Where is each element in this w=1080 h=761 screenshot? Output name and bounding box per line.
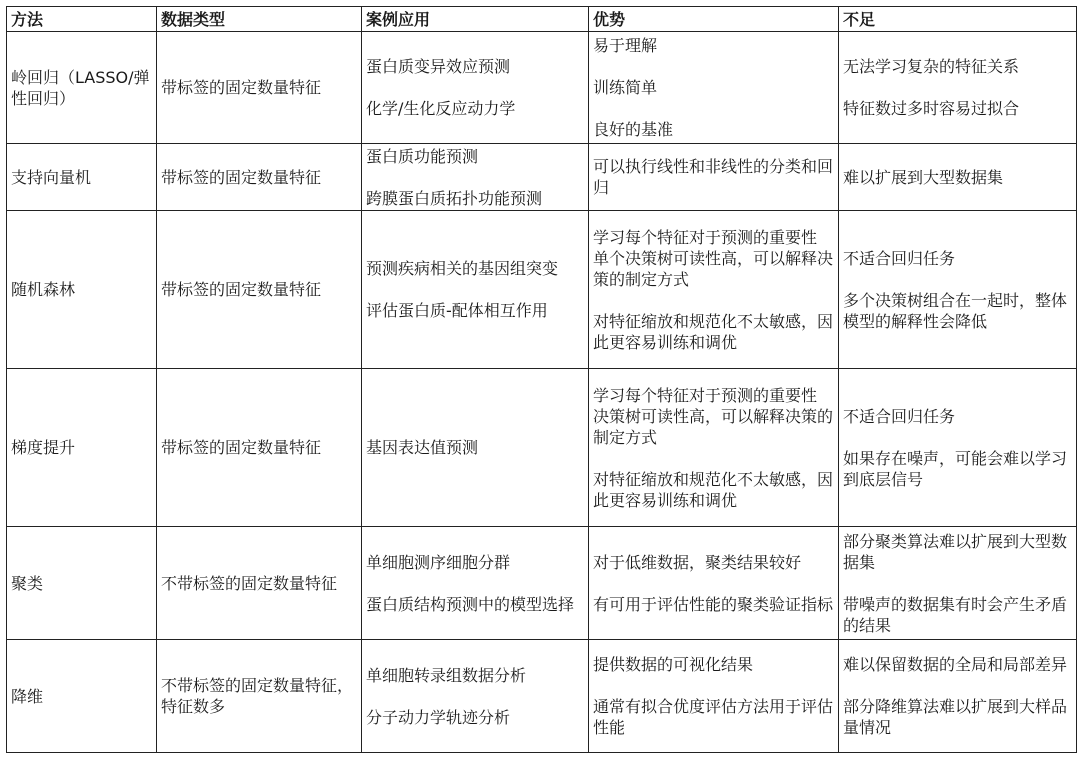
advantage-item: 提供数据的可视化结果 — [593, 655, 754, 674]
table-row — [7, 640, 1077, 753]
header-data-type: 数据类型 — [157, 7, 362, 32]
table-row — [7, 144, 1077, 211]
table-row — [7, 32, 1077, 144]
shortcoming-item: 部分聚类算法难以扩展到大型数据集 — [843, 531, 1068, 572]
cases-cell — [362, 211, 589, 369]
data-type-cell: 不带标签的固定数量特征，特征数多 — [157, 640, 362, 753]
advantages-cell — [589, 640, 839, 753]
shortcomings-cell — [839, 369, 1077, 527]
advantage-item: 决策树可读性高，可以解释决策的制定方式 — [593, 406, 834, 447]
table-row — [7, 369, 1077, 527]
advantage-item: 通常有拟合优度评估方法用于评估性能 — [593, 697, 834, 737]
shortcomings-cell — [839, 144, 1077, 211]
method-cell: 岭回归（LASSO/弹性回归） — [7, 32, 157, 144]
case-item: 预测疾病相关的基因组突变 — [366, 259, 559, 278]
case-item: 评估蛋白质-配体相互作用 — [366, 301, 548, 320]
shortcoming-item: 难以保留数据的全局和局部差异 — [843, 655, 1068, 674]
advantage-item: 可以执行线性和非线性的分类和回归 — [593, 157, 834, 197]
table-row — [7, 211, 1077, 369]
case-item: 单细胞转录组数据分析 — [366, 665, 527, 685]
case-item: 蛋白质功能预测 — [366, 146, 479, 166]
advantages-cell — [589, 32, 839, 144]
cases-cell — [362, 144, 589, 211]
data-type-cell: 不带标签的固定数量特征 — [157, 527, 362, 640]
cases-cell — [362, 527, 589, 640]
shortcoming-item: 部分降维算法难以扩展到大样品量情况 — [843, 697, 1068, 737]
shortcoming-item: 特征数过多时容易过拟合 — [843, 99, 1020, 118]
case-item: 基因表达值预测 — [366, 438, 479, 457]
advantages-cell — [589, 527, 839, 640]
advantage-item: 对于低维数据，聚类结果较好 — [593, 552, 802, 572]
shortcoming-item: 如果存在噪声，可能会难以学习到底层信号 — [843, 448, 1068, 489]
method-cell: 降维 — [7, 640, 157, 753]
case-item: 单细胞测序细胞分群 — [366, 552, 511, 572]
shortcoming-item: 难以扩展到大型数据集 — [843, 167, 1004, 187]
data-type-cell: 带标签的固定数量特征 — [157, 32, 362, 144]
data-type-cell: 带标签的固定数量特征 — [157, 369, 362, 527]
header-advantages: 优势 — [589, 7, 839, 32]
shortcomings-cell — [839, 32, 1077, 144]
advantages-cell — [589, 211, 839, 369]
method-cell: 支持向量机 — [7, 144, 157, 211]
advantage-item: 对特征缩放和规范化不太敏感，因此更容易训练和调优 — [593, 469, 834, 510]
shortcoming-item: 多个决策树组合在一起时，整体模型的解释性会降低 — [843, 290, 1068, 331]
advantage-item: 有可用于评估性能的聚类验证指标 — [593, 594, 834, 614]
case-item: 分子动力学轨迹分析 — [366, 707, 511, 727]
shortcoming-item: 带噪声的数据集有时会产生矛盾的结果 — [843, 594, 1068, 635]
advantage-item: 单个决策树可读性高，可以解释决策的制定方式 — [593, 248, 834, 289]
method-cell: 梯度提升 — [7, 369, 157, 527]
cases-cell — [362, 369, 589, 527]
shortcomings-cell — [839, 527, 1077, 640]
advantage-item: 良好的基准 — [593, 120, 674, 139]
shortcoming-item: 不适合回归任务 — [843, 248, 956, 268]
header-method: 方法 — [7, 7, 157, 32]
advantage-item: 学习每个特征对于预测的重要性 — [593, 385, 818, 405]
header-cases: 案例应用 — [362, 7, 589, 32]
shortcoming-item: 不适合回归任务 — [843, 406, 956, 426]
header-shortcomings: 不足 — [839, 7, 1077, 32]
shortcomings-cell — [839, 640, 1077, 753]
advantage-item: 训练简单 — [593, 78, 658, 97]
case-item: 蛋白质变异效应预测 — [366, 57, 511, 76]
methods-table — [6, 6, 1077, 753]
advantages-cell — [589, 369, 839, 527]
advantages-cell — [589, 144, 839, 211]
cases-cell — [362, 640, 589, 753]
shortcomings-cell — [839, 211, 1077, 369]
advantage-item: 对特征缩放和规范化不太敏感，因此更容易训练和调优 — [593, 311, 834, 352]
data-type-cell: 带标签的固定数量特征 — [157, 144, 362, 211]
case-item: 跨膜蛋白质拓扑功能预测 — [366, 188, 543, 208]
shortcoming-item: 无法学习复杂的特征关系 — [843, 57, 1020, 76]
header-row — [7, 7, 1077, 32]
cases-cell — [362, 32, 589, 144]
case-item: 蛋白质结构预测中的模型选择 — [366, 594, 575, 614]
table-row — [7, 527, 1077, 640]
data-type-cell: 带标签的固定数量特征 — [157, 211, 362, 369]
case-item: 化学/生化反应动力学 — [366, 99, 516, 118]
advantage-item: 易于理解 — [593, 36, 658, 55]
method-cell: 聚类 — [7, 527, 157, 640]
advantage-item: 学习每个特征对于预测的重要性 — [593, 227, 818, 247]
method-cell: 随机森林 — [7, 211, 157, 369]
